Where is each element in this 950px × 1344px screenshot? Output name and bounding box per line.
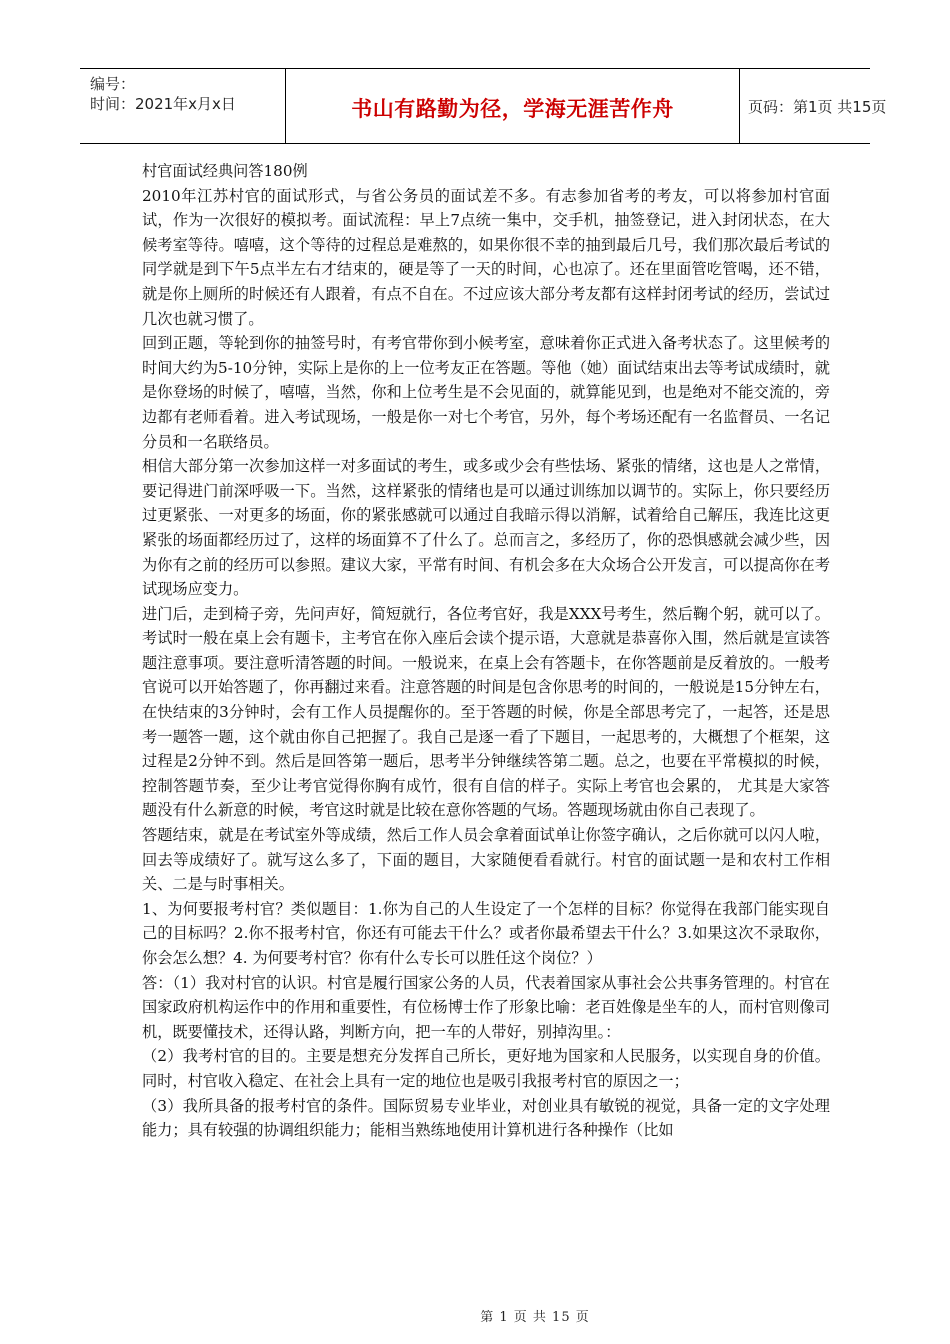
paragraph: 回到正题，等轮到你的抽签号时，有考官带你到小候考室，意味着你正式进入备考状态了。这里候考的时间大约为5-10分钟，实际上是你的上一位考友正在答题。等他（她）面试结束出去等考试成绩时，就是你登场的时候了，嘻嘻，当然，你和上位考生是不会见面的，就算能见到，也是绝对不能交流的，旁边都有老师看着。进入考试现场，一般是你一对七个考官，另外，每个考场还配有一名监督员、一名记分员和一名联络员。 — [142, 334, 830, 451]
paragraph: 进门后，走到椅子旁，先问声好，简短就行，各位考官好，我是XXX号考生，然后鞠个躬，就可以了。考试时一般在桌上会有题卡，主考官在你入座后会读个提示语，大意就是恭喜你入围，然后就是宣读答题注意事项。要注意听清答题的时间。一般说来，在桌上会有答题卡，在你答题前是反着放的。一般考官说可以开始答题了，你再翻过来看。注意答题的时间是包含你思考的时间的，一般说是15分钟左右，在快结束的3分钟时，会有工作人员提醒你的。至于答题的时候，你是全部思考完了，一起答，还是思考一题答一题，这个就由你自己把握了。我自己是逐一看了下题目，一起思考的，大概想了个框架，这过程是2分钟不到。然后是回答第一题后，思考半分钟继续答第二题。总之，也要在平常模拟的时候，控制答题节奏，至少让考官觉得你胸有成竹，很有自信的样子。实际上考官也会累的， 尤其是大家答题没有什么新意的时候，考官这时就是比较在意你答题的气场。答题现场就由你自己表现了。 — [142, 604, 830, 820]
doc-time-label: 时间：2021年x月x日 — [90, 95, 236, 113]
paragraph: 答：（1）我对村官的认识。村官是履行国家公务的人员，代表着国家从事社会公共事务管理的。村官在国家政府机构运作中的作用和重要性，有位杨博士作了形象比喻：老百姓像是坐车的人，而村官则像司机，既要懂技术，还得认路，判断方向，把一车的人带好，别掉沟里。： — [142, 973, 830, 1041]
paragraph: 答题结束，就是在考试室外等成绩，然后工作人员会拿着面试单让你签字确认，之后你就可以闪人啦，回去等成绩好了。就写这么多了，下面的题目，大家随便看看就行。村官的面试题一是和农村工作相关、二是与时事相关。 — [142, 826, 830, 894]
page-footer — [0, 1306, 950, 1325]
header-motto: 书山有路勤为径，学海无涯苦作舟 — [351, 97, 674, 121]
header-page-info: 页码：第1页 共15页 — [748, 97, 887, 116]
paragraph: （3）我所具备的报考村官的条件。国际贸易专业毕业，对创业具有敏锐的视觉，具备一定的文字处理能力；具有较强的协调组织能力；能相当熟练地使用计算机进行各种操作（比如 — [142, 1096, 830, 1140]
page-header — [80, 68, 887, 144]
doc-number-label: 编号： — [90, 75, 136, 93]
paragraph: （2）我考村官的目的。主要是想充分发挥自己所长，更好地为国家和人民服务，以实现自身的价值。同时，村官收入稳定、在社会上具有一定的地位也是吸引我报考村官的原因之一； — [142, 1047, 830, 1090]
paragraph: 1、为何要报考村官？类似题目：1.你为自己的人生设定了一个怎样的目标？你觉得在我部门能实现自己的目标吗？2.你不报考村官，你还有可能去干什么？或者你最希望去干什么？3.如果这次不录取你，你会怎么想？4. 为何要考村官？你有什么专长可以胜任这个岗位？） — [142, 899, 830, 967]
header-motto-cell — [285, 69, 740, 143]
header-meta — [80, 69, 285, 148]
paragraph: 相信大部分第一次参加这样一对多面试的考生，或多或少会有些怯场、紧张的情绪，这也是人之常情，要记得进门前深呼吸一下。当然，这样紧张的情绪也是可以通过训练加以调节的。实际上，你只要经历过更紧张、一对更多的场面，你的紧张感就可以通过自我暗示得以消解，试着给自己解压，我连比这更紧张的场面都经历过了，这样的场面算不了什么了。总而言之，多经历了，你的恐惧感就会减少些，因为你有之前的经历可以参照。建议大家，平常有时间、有机会多在大众场合公开发言，可以提高你在考试现场应变力。 — [142, 457, 830, 599]
paragraph: 2010年江苏村官的面试形式，与省公务员的面试差不多。有志参加省考的考友，可以将参加村官面试，作为一次很好的模拟考。面试流程：早上7点统一集中，交手机，抽签登记，进入封闭状态，在大候考室等待。嘻嘻，这个等待的过程总是难熬的，如果你很不幸的抽到最后几号，我们那次最后考试的同学就是到下午5点半左右才结束的，硬是等了一天的时间，心也凉了。还在里面管吃管喝，还不错，就是你上厕所的时候还有人跟着，有点不自在。不过应该大部分考友都有这样封闭考试的经历，尝试过几次也就习惯了。 — [142, 186, 830, 328]
footer-page-number: 第 1 页 共 15 页 — [480, 1310, 590, 1325]
document-body — [142, 159, 830, 1143]
document-title: 村官面试经典问答180例 — [142, 162, 308, 180]
